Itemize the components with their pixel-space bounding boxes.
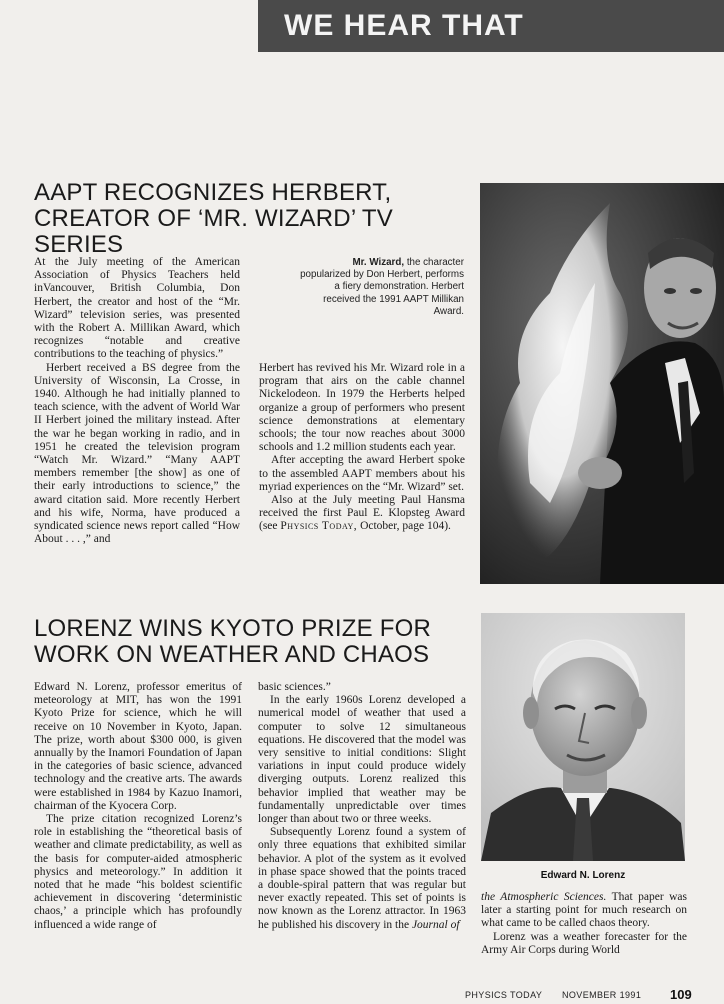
article2-col2-para1: basic sciences.”: [258, 681, 331, 693]
section-banner: WE HEAR THAT: [258, 0, 724, 52]
article2-column2: [258, 681, 466, 932]
lorenz-photo-caption: Edward N. Lorenz: [540, 870, 626, 881]
article1-col1-para2: Herbert received a BS degree from the University of Wisconsin, La Crosse, in 1940. Although he had initially planned to teach science, with the advent of World War II Herbert joined the military instead. After the war he began working in radio, and in 1951 he created the television program “Watch Mr. Wizard.” “Many AAPT members remember [the show] as one of their early introductions to science,” the award citation said. More recently Herbert and his wife, Norma, have produced a syndicated science news report called “How About . . . ,” and: [34, 361, 240, 546]
article1-col2-para3: [259, 494, 465, 534]
article2-col3-para1: [481, 891, 687, 931]
article1-col1-para1: At the July meeting of the American Association of Physics Teachers held inVancouver, British Columbia, Don Herbert, the creator and host of the “Mr. Wizard” television series, was presented with the Robert A. Millikan Award, which recognizes “notable and creative contributions to the teaching of physics.”: [34, 256, 240, 361]
lorenz-photo: [481, 613, 685, 861]
article2-column1: [34, 681, 242, 932]
article1-headline-line1: AAPT RECOGNIZES HERBERT,: [34, 179, 392, 206]
lorenz-photo-illustration: [481, 613, 685, 861]
journal-name-end: the Atmospheric Sciences.: [481, 891, 607, 903]
footer-journal: PHYSICS TODAY: [465, 990, 543, 1000]
article1-col2-para3-text: Also at the July meeting Paul Hansma received the first Paul E. Klopsteg Award (see: [259, 494, 465, 533]
article2-headline-line2: WORK ON WEATHER AND CHAOS: [34, 641, 430, 668]
wizard-photo-caption: [300, 257, 464, 318]
journal-name-start: Journal of: [411, 918, 460, 931]
article1-col2-tail: October, page 104).: [360, 520, 451, 533]
article2-col2-para2: In the early 1960s Lorenz developed a numerical model of weather that used a computer to solve 12 simultaneous equations. He discovered that the model was very sensitive to initial conditions: Slight variations in input could produce widely diverging outputs. Lorenz realized this behavior implied that weather may be fundamentally unpredictable over times longer than about two or three weeks.: [258, 694, 466, 826]
article2-col2-para3: [258, 826, 466, 932]
article1-col2-para1: Herbert has revived his Mr. Wizard role in a program that airs on the cable channel Nickelodeon. In 1979 the Herberts helped organize a group of performers who present science demonstrations at elementary schools; the tour now reaches about 3000 schools and 1.2 million students each year.: [259, 362, 465, 454]
caption-text: the character popularized by Don Herbert, performs a fiery demonstration. Herbert received the 1991 AAPT Millikan Award.: [300, 257, 464, 317]
article2-col2-para3-text: Subsequently Lorenz found a system of only three equations that exhibited similar behavior. A plot of the system as it evolved in phase space showed that the points traced a double-spiral pattern that was regular but never exactly repeated. This set of points is now known as the Lorenz attractor. In 1963 he published his discovery in the: [258, 826, 466, 931]
mr-wizard-photo: [480, 183, 724, 584]
article1-column1: [34, 256, 240, 546]
caption-bold-lead: Mr. Wizard,: [352, 257, 405, 268]
page-number: 109: [670, 987, 692, 1002]
article1-headline-line2: CREATOR OF ‘MR. WIZARD’ TV SERIES: [34, 205, 393, 258]
article1-col2-para2: After accepting the award Herbert spoke to the assembled AAPT members about his myriad experiences on the “Mr. Wizard” set.: [259, 454, 465, 493]
article2-column3: [481, 891, 687, 957]
article2-col1-para1: Edward N. Lorenz, professor emeritus of meteorology at MIT, has won the 1991 Kyoto Prize for science, which he will receive on 10 November in Kyoto, Japan. The prize, worth about $300 000, is given annually by the Inamori Foundation of Japan in the categories of basic science, advanced technology and the creative arts. The awards were established in 1984 by Kazuo Inamori, chairman of the Kyocera Corp.: [34, 681, 242, 812]
article2-headline: [34, 616, 474, 668]
article1-headline: [34, 180, 474, 258]
footer-date: NOVEMBER 1991: [562, 990, 642, 1000]
article2-headline-line1: LORENZ WINS KYOTO PRIZE FOR: [34, 615, 431, 642]
mr-wizard-photo-illustration: [480, 183, 724, 584]
article2-col3-para2: Lorenz was a weather forecaster for the Army Air Corps during World: [481, 930, 687, 956]
article2-col1-para2: The prize citation recognized Lorenz’s role in establishing the “theoretical basis of weather and climate predictability, as well as the basis for computer-aided atmospheric physics and meteorology.” In addition it noted that he made “his boldest scientific achievement in discovering ‘deterministic chaos,’ a principle which has profoundly influenced a wide range of: [34, 813, 242, 931]
article2-col3-para1-text: That paper was later a starting point for much research on what came to be called chaos theory.: [481, 891, 687, 930]
journal-reference: Physics Today,: [280, 520, 358, 533]
article1-column2: [259, 362, 465, 534]
